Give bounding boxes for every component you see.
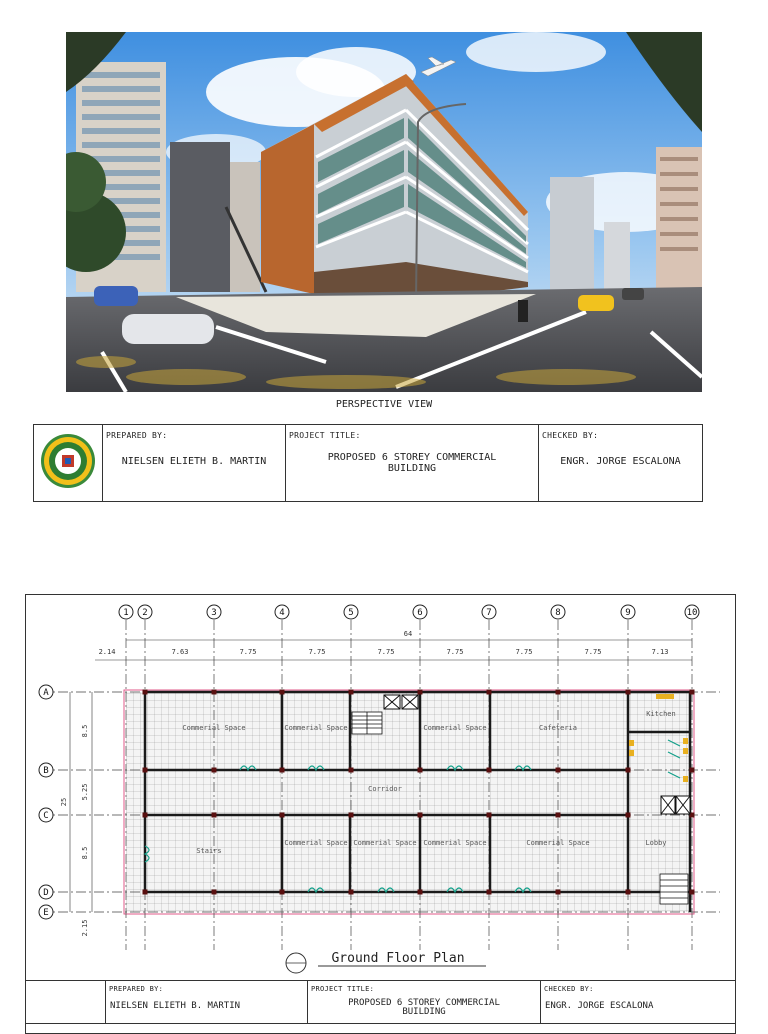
room-label: Corridor xyxy=(368,785,402,793)
column-post xyxy=(418,690,423,695)
column-post xyxy=(143,813,148,818)
column-post xyxy=(212,768,217,773)
column-post xyxy=(626,690,631,695)
column-post xyxy=(349,890,354,895)
prepared-by-value: NIELSEN ELIETH B. MARTIN xyxy=(121,456,267,467)
checked-by-value: ENGR. JORGE ESCALONA xyxy=(560,456,681,467)
grid-label-row: C xyxy=(43,811,49,821)
column-post xyxy=(487,768,492,773)
grid-label-col: 9 xyxy=(625,608,631,618)
column-post xyxy=(212,690,217,695)
column-post xyxy=(626,768,631,773)
row-dimension: 5.25 xyxy=(81,783,89,801)
project-title-value: PROPOSED 6 STOREY COMMERCIAL BUILDING xyxy=(327,452,497,474)
column-post xyxy=(690,690,695,695)
room-label: Commerial Space xyxy=(182,724,246,732)
titleblock-top xyxy=(33,424,703,502)
column-post xyxy=(626,890,631,895)
room-label: Stairs xyxy=(196,847,222,855)
room-label: Commerial Space xyxy=(526,839,590,847)
perspective-caption: PERSPECTIVE VIEW xyxy=(335,399,433,410)
column-post xyxy=(143,690,148,695)
column-post xyxy=(626,813,631,818)
room-label: Lobby xyxy=(645,839,667,847)
grid-label-col: 4 xyxy=(279,608,285,618)
column-post xyxy=(280,690,285,695)
column-dimension: 7.75 xyxy=(446,648,464,656)
column-post xyxy=(143,890,148,895)
grid-label-row: B xyxy=(43,766,49,776)
total-width-dim: 64 xyxy=(403,630,413,638)
column-post xyxy=(556,813,561,818)
ground-floor-plan xyxy=(0,590,768,980)
column-dimension: 7.13 xyxy=(651,648,669,656)
row-dimension: 8.5 xyxy=(81,724,89,738)
grid-label-col: 3 xyxy=(211,608,217,618)
perspective-render xyxy=(66,32,702,392)
grid-label-col: 1 xyxy=(123,608,129,618)
row-dimension: 2.15 xyxy=(81,919,89,937)
grid-label-col: 7 xyxy=(486,608,492,618)
column-post xyxy=(690,768,695,773)
column-post xyxy=(690,890,695,895)
project-title-value: PROPOSED 6 STOREY COMMERCIAL BUILDING xyxy=(348,998,500,1017)
grid-label-row: A xyxy=(43,688,49,698)
column-dimension: 2.14 xyxy=(98,648,116,656)
grid-label-row: D xyxy=(43,888,49,898)
column-post xyxy=(212,813,217,818)
grid-label-col: 6 xyxy=(417,608,423,618)
project-title-label: PROJECT TITLE: xyxy=(311,985,375,993)
column-post xyxy=(487,890,492,895)
total-depth-dim: 25 xyxy=(60,797,68,807)
grid-label-col: 5 xyxy=(348,608,354,618)
logo-cell-empty xyxy=(26,981,106,1024)
column-post xyxy=(349,813,354,818)
column-dimension: 7.63 xyxy=(171,648,189,656)
prepared-by-label: PREPARED BY: xyxy=(106,431,168,440)
room-label: Commerial Space xyxy=(353,839,417,847)
room-label: Commerial Space xyxy=(423,839,487,847)
plan-title: Ground Floor Plan xyxy=(331,951,465,966)
column-post xyxy=(349,690,354,695)
column-post xyxy=(280,813,285,818)
column-post xyxy=(418,768,423,773)
titleblock-bottom xyxy=(25,980,736,1024)
checked-by-label: CHECKED BY: xyxy=(544,985,594,993)
column-post xyxy=(418,890,423,895)
grid-label-row: E xyxy=(43,908,49,918)
prepared-by-label: PREPARED BY: xyxy=(109,985,164,993)
checked-by-value: ENGR. JORGE ESCALONA xyxy=(545,1001,654,1011)
column-post xyxy=(280,890,285,895)
column-dimension: 7.75 xyxy=(515,648,533,656)
column-post xyxy=(487,813,492,818)
checked-by-label: CHECKED BY: xyxy=(542,431,599,440)
room-label: Commerial Space xyxy=(423,724,487,732)
column-dimension: 7.75 xyxy=(377,648,395,656)
grid-label-col: 2 xyxy=(142,608,148,618)
column-post xyxy=(212,890,217,895)
grid-label-col: 10 xyxy=(686,608,698,618)
room-label: Kitchen xyxy=(646,710,676,718)
column-post xyxy=(349,768,354,773)
column-post xyxy=(280,768,285,773)
column-dimension: 7.75 xyxy=(239,648,257,656)
room-label: Cafeteria xyxy=(539,724,577,732)
column-post xyxy=(556,768,561,773)
column-post xyxy=(418,813,423,818)
column-post xyxy=(143,768,148,773)
column-post xyxy=(556,690,561,695)
grid-label-col: 8 xyxy=(555,608,561,618)
prepared-by-value: NIELSEN ELIETH B. MARTIN xyxy=(110,1001,241,1011)
column-post xyxy=(556,890,561,895)
column-dimension: 7.75 xyxy=(584,648,602,656)
column-post xyxy=(487,690,492,695)
project-title-label: PROJECT TITLE: xyxy=(289,431,361,440)
logo-cell xyxy=(34,425,103,502)
column-dimension: 7.75 xyxy=(308,648,326,656)
row-dimension: 8.5 xyxy=(81,846,89,860)
room-label: Commerial Space xyxy=(284,724,348,732)
room-label: Commerial Space xyxy=(284,839,348,847)
university-seal-icon xyxy=(34,425,102,497)
